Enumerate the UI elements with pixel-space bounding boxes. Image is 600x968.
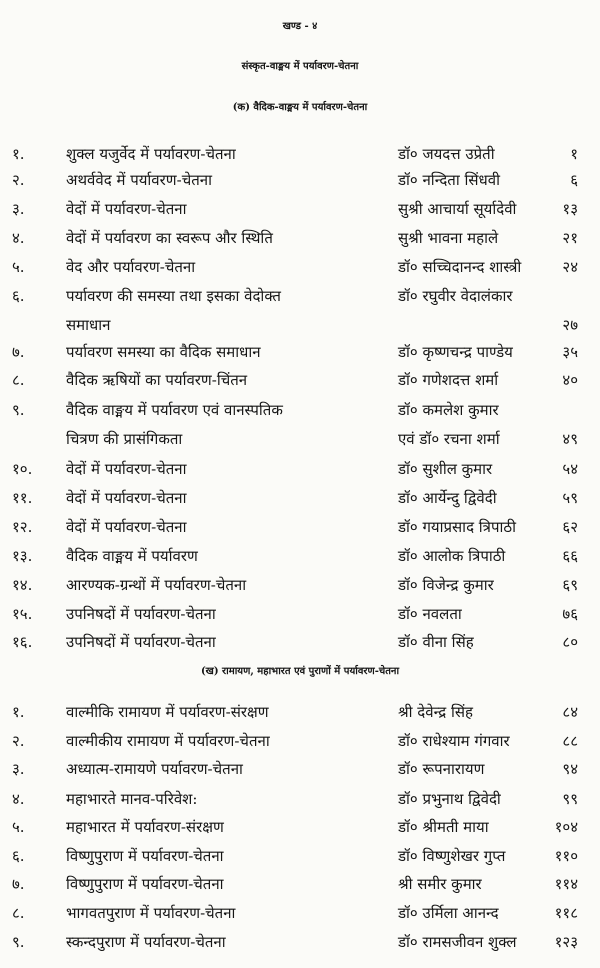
entry-author: डॉ० रघुवीर वेदालंकार [398,287,513,305]
entry-number: ४. [12,229,25,247]
entry-author: डॉ० सच्चिदानन्द शास्त्री [398,258,522,276]
entry-author-continued: एवं डॉ० रचना शर्मा [398,430,500,448]
entry-title: अध्यात्म-रामायणे पर्यावरण-चेतना [66,760,243,778]
entry-page: ५४ [562,460,578,478]
entry-title: उपनिषदों में पर्यावरण-चेतना [66,605,216,623]
entry-number: ८. [12,371,25,389]
entry-page: २७ [562,316,578,334]
entry-title-continued: चित्रण की प्रासंगिकता [66,430,183,448]
entry-number: १०. [12,460,33,478]
toc-entry[interactable] [0,813,600,842]
toc-entry[interactable] [0,338,600,367]
entry-author: डॉ० सुशील कुमार [398,460,493,478]
entry-title: वेदों में पर्यावरण-चेतना [66,460,187,478]
entry-title: वेदों में पर्यावरण-चेतना [66,200,187,218]
entry-number: १. [12,703,25,721]
entry-title: स्कन्दपुराण में पर्यावरण-चेतना [66,933,226,951]
entry-number: ९. [12,933,25,951]
toc-entry[interactable] [0,282,600,311]
toc-entry[interactable] [0,899,600,928]
entry-number: ५. [12,258,25,276]
entry-title: महाभारते मानव-परिवेश: [66,790,198,808]
toc-entry[interactable] [0,484,600,513]
entry-author: डॉ० श्रीमती माया [398,818,489,836]
entry-page: ६ [570,171,578,189]
entry-page: १२३ [554,933,578,951]
entry-page: ११८ [554,904,578,922]
toc-entry[interactable] [0,455,600,484]
entry-number: ८. [12,904,25,922]
entry-author: सुश्री भावना महाले [398,229,499,247]
entry-page: ८० [562,633,578,651]
entry-page: २१ [562,229,578,247]
entry-title: भागवतपुराण में पर्यावरण-चेतना [66,904,236,922]
entry-number: ११. [12,489,33,507]
entry-author: डॉ० नन्दिता सिंधवी [398,171,500,189]
entry-page: १ [570,145,578,163]
entry-number: ९. [12,401,25,419]
entry-number: १६. [12,633,33,651]
entry-page: ६९ [562,576,578,594]
entry-author: डॉ० रूपनारायण [398,760,485,778]
page-title: संस्कृत-वाङ्मय में पर्यावरण-चेतना [241,61,359,72]
toc-entry[interactable] [0,928,600,957]
entry-title: वेदों में पर्यावरण-चेतना [66,518,187,536]
entry-title: विष्णुपुराण में पर्यावरण-चेतना [66,875,224,893]
entry-author: डॉ० राधेश्याम गंगवार [398,732,510,750]
toc-entry[interactable] [0,195,600,224]
entry-title: पर्यावरण की समस्या तथा इसका वेदोक्त [66,287,281,305]
entry-title: वैदिक ऋषियों का पर्यावरण-चिंतन [66,371,248,389]
entry-author: डॉ० जयदत्त उप्रेती [398,145,495,163]
entry-page: ११० [554,847,578,865]
section-b-title: (ख) रामायण, महाभारत एवं पुराणों में पर्यावरण-चेतना [200,666,400,677]
entry-number: ७. [12,875,25,893]
entry-author: डॉ० कृष्णचन्द्र पाण्डेय [398,343,513,361]
toc-entry[interactable] [0,366,600,395]
entry-title: वाल्मीकि रामायण में पर्यावरण-संरक्षण [66,703,269,721]
toc-entry-continuation[interactable] [0,425,600,454]
entry-author: श्री देवेन्द्र सिंह [398,703,473,721]
entry-author: डॉ० कमलेश कुमार [398,401,499,419]
entry-number: २. [12,171,25,189]
toc-entry-continuation[interactable] [0,311,600,340]
entry-page: ९९ [562,790,578,808]
entry-page: ८८ [562,732,578,750]
entry-page: २४ [562,258,578,276]
entry-author: डॉ० वीना सिंह [398,633,474,651]
toc-entry[interactable] [0,542,600,571]
toc-entry[interactable] [0,698,600,727]
entry-number: ६. [12,847,25,865]
toc-entry[interactable] [0,140,600,169]
entry-title: शुक्ल यजुर्वेद में पर्यावरण-चेतना [66,145,236,163]
entry-page: ६२ [562,518,578,536]
toc-entry[interactable] [0,870,600,899]
section-number-heading: खण्ड - ४ [282,21,318,32]
entry-author: सुश्री आचार्या सूर्यादेवी [398,200,517,218]
toc-entry[interactable] [0,224,600,253]
entry-page: ४० [562,371,578,389]
entry-author: डॉ० रामसजीवन शुक्ल [398,933,517,951]
entry-title: वेद और पर्यावरण-चेतना [66,258,196,276]
entry-author: डॉ० विजेन्द्र कुमार [398,576,494,594]
entry-title: उपनिषदों में पर्यावरण-चेतना [66,633,216,651]
toc-entry[interactable] [0,755,600,784]
entry-title-continued: समाधान [66,316,111,334]
toc-entry[interactable] [0,628,600,657]
entry-author: डॉ० आर्येन्दु द्विवेदी [398,489,497,507]
entry-author: श्री समीर कुमार [398,875,482,893]
entry-page: ७६ [562,605,578,623]
entry-number: १२. [12,518,33,536]
entry-number: २. [12,732,25,750]
entry-number: १. [12,145,25,163]
entry-number: ३. [12,760,25,778]
entry-number: ७. [12,343,25,361]
entry-author: डॉ० गयाप्रसाद त्रिपाठी [398,518,516,536]
toc-entry[interactable] [0,842,600,871]
entry-page: १३ [562,200,578,218]
entry-page: ५९ [562,489,578,507]
entry-page: १०४ [554,818,578,836]
entry-number: १५. [12,605,33,623]
toc-entry[interactable] [0,785,600,814]
entry-page: ४९ [562,430,578,448]
toc-entry[interactable] [0,166,600,195]
entry-author: डॉ० गणेशदत्त शर्मा [398,371,499,389]
entry-title: वेदों में पर्यावरण-चेतना [66,489,187,507]
entry-page: ६६ [562,547,578,565]
entry-title: विष्णुपुराण में पर्यावरण-चेतना [66,847,224,865]
entry-page: ९४ [562,760,578,778]
entry-page: ८४ [562,703,578,721]
entry-title: वेदों में पर्यावरण का स्वरूप और स्थिति [66,229,273,247]
entry-title: पर्यावरण समस्या का वैदिक समाधान [66,343,261,361]
entry-title: आरण्यक-ग्रन्थों में पर्यावरण-चेतना [66,576,247,594]
entry-author: डॉ० नवलता [398,605,462,623]
entry-number: १३. [12,547,33,565]
entry-title: वैदिक वाङ्मय में पर्यावरण [66,547,198,565]
entry-number: ६. [12,287,25,305]
entry-number: ३. [12,200,25,218]
entry-number: ४. [12,790,25,808]
entry-author: डॉ० प्रभुनाथ द्विवेदी [398,790,501,808]
toc-entry[interactable] [0,253,600,282]
entry-title: वाल्मीकीय रामायण में पर्यावरण-चेतना [66,732,270,750]
toc-entry[interactable] [0,396,600,425]
section-a-title: (क) वैदिक-वाङ्मय में पर्यावरण-चेतना [232,102,368,113]
entry-title: वैदिक वाङ्मय में पर्यावरण एवं वानस्पतिक [66,401,283,419]
toc-entry[interactable] [0,571,600,600]
entry-title: महाभारत में पर्यावरण-संरक्षण [66,818,224,836]
toc-entry[interactable] [0,513,600,542]
entry-number: ५. [12,818,25,836]
entry-title: अथर्ववेद में पर्यावरण-चेतना [66,171,212,189]
entry-author: डॉ० विष्णुशेखर गुप्त [398,847,506,865]
toc-entry[interactable] [0,727,600,756]
entry-author: डॉ० उर्मिला आनन्द [398,904,499,922]
entry-author: डॉ० आलोक त्रिपाठी [398,547,506,565]
entry-page: ११४ [554,875,578,893]
toc-entry[interactable] [0,600,600,629]
entry-number: १४. [12,576,33,594]
entry-page: ३५ [562,343,578,361]
